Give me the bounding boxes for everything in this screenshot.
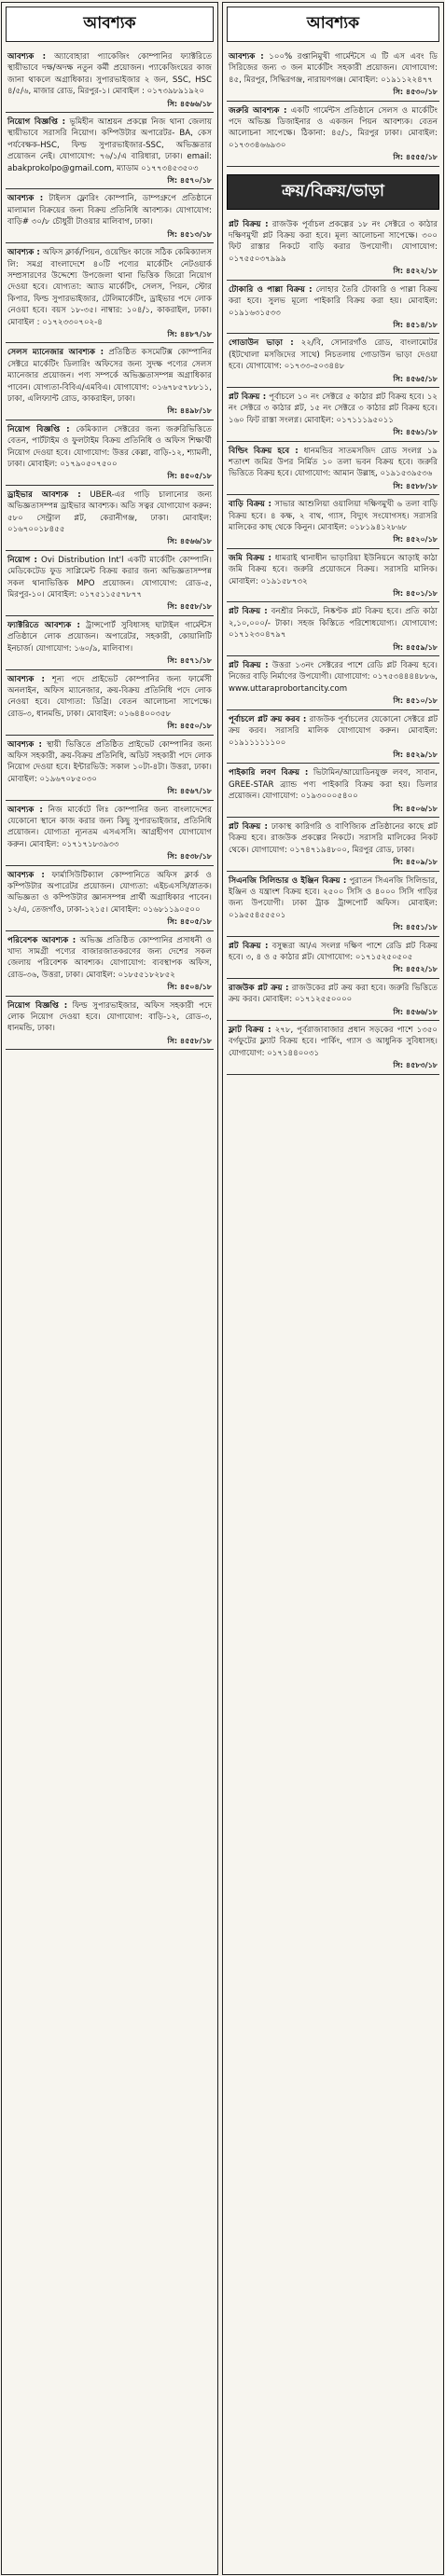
ad-heading: নিয়োগ বিজ্ঞপ্তি :: [7, 117, 66, 128]
ad-body-text: শূন্য পদে প্রাইভেট কোম্পানির জন্য ফার্মেসী অনলাইন, অফিস ম্যানেজার, ক্রয়-বিক্রয় প্রতিনিধি পদে লোক নেওয়া হবে। যোগ্যতা: ডিগ্রি। বেতন আলোচনা সাপেক্ষে। রোড-৩, ধানমন্ডি, ঢাকা। মোবাইল: ০১৬৪৪০০৩৫৮: [7, 674, 213, 719]
ad-reference-code: সি: ৪৫২০/১৮: [393, 535, 438, 544]
ad-body-text: ধানমন্ডির সাতমসজিদ রোড সংলগ্ন ১৯ শতাংশ জমির উপর নির্মিত ১০ তলা ভবন বিক্রয় হবে। জরুরি ভিত্তিতে বিক্রয় হবে। যোগাযোগ: আমান উল্লাহ, ০১৯১৫৩৯৫৩৬: [229, 446, 438, 479]
ad-reference-code: সি: ৪৫২৯/১৮: [393, 750, 438, 759]
ad-reference-code: সি: ৪৫০৪/১৮: [167, 983, 212, 992]
ad-heading: পূর্বাচলে প্লট ক্রয় করব :: [229, 714, 307, 724]
classified-ad: [227, 818, 439, 872]
ad-heading: প্লট বিক্রয় :: [229, 661, 269, 671]
ad-heading: পরিবেশক আবশ্যক :: [7, 935, 76, 945]
ad-body-text: ট্রান্সপোর্ট সুবিধাসহ ঘাটাইল গার্মেন্টস প্রতিষ্ঠানে লোক প্রয়োজন। অপারেটর, সহকারী, কোয়ালিটি ইনচার্জ। যোগাযোগ: ১৬০/৯, মালিবাগ।: [7, 620, 212, 654]
classified-ad: [227, 979, 439, 1021]
ad-heading: আবশ্যক :: [7, 674, 45, 684]
ad-body-text: ভিটামিন/আয়োডিনযুক্ত লবণ, সাবান, GREE-STAR ব্র্যান্ড পণ্য পাইকারি বিক্রয় করা হয়। ডিলার প্রয়োজন। যোগাযোগ: ০১৯৩০০০৫৪০০: [229, 768, 438, 802]
classified-ad: [6, 670, 214, 736]
ad-reference-code: সি: ৪৫১৩/১৮: [167, 229, 212, 239]
ad-reference-code: সি: ৪৫৩৮/১৮: [167, 852, 212, 861]
ad-heading: নিয়োগ বিজ্ঞপ্তি :: [7, 424, 70, 434]
classified-ad: [227, 48, 439, 102]
ad-heading: জমি বিক্রয় :: [229, 553, 271, 563]
ad-reference-code: সি: ৪৫৬৬/১৮: [393, 1007, 438, 1016]
ad-body-text: রাজউক পূর্বাচলের যেকোনো সেক্টরে প্লট ক্রয় করব। সরাসরি মালিক যোগাযোগ করুন। মোবাইল: ০১৯১১১১১১০০: [229, 714, 438, 748]
classified-ad: [227, 872, 439, 937]
ad-heading: নিয়োগ বিজ্ঞপ্তি :: [7, 1000, 68, 1011]
classified-ad: [6, 48, 214, 113]
ad-reference-code: সি: ৪৫৬৬/১৮: [167, 537, 212, 546]
left-ad-list: [2, 48, 217, 1050]
ad-reference-code: সি: ৪৫০৯/১৮: [393, 858, 438, 867]
ad-body-text: বসুন্ধরা আ/এ সংলগ্ন দক্ষিণ পাশে রেডি প্লট বিক্রয় হবে। ৩, ৪ ও ৫ কাঠার প্লট। যোগাযোগ: ০১৭১৫২৫০৫০৫: [229, 941, 438, 962]
classified-ad: [227, 102, 439, 167]
ad-reference-code: সি: ৪৫১০/১৮: [393, 696, 438, 706]
ad-reference-code: সি: ৪৫৩০/১৮: [393, 88, 438, 97]
classified-ad: [6, 551, 214, 616]
right-bottom-section-header: ক্রয়/বিক্রয়/ভাড়া: [227, 174, 439, 210]
classified-ad: [227, 495, 439, 549]
ad-heading: প্লট বিক্রয় :: [229, 219, 269, 229]
ad-reference-code: সি: ৪৫১৪/১৮: [393, 320, 438, 329]
ad-heading: আবশ্যক :: [7, 805, 43, 815]
classified-ad: [6, 931, 214, 997]
classified-ad: [227, 334, 439, 388]
classified-ad: [6, 243, 214, 343]
ad-reference-code: সি: ৪৫২২/১৮: [393, 267, 438, 276]
ad-body-text: ধামরাই থানাধীন ভাড়ারিয়া ইউনিয়নে আড়াই কাঠা জমি বিক্রয় হবে। জরুরি প্রয়োজনে বিক্রয়। সরাসরি মালিক। মোবাইল: ০১৯১৫৮৭৩২: [229, 553, 438, 586]
ad-heading: টোকারি ও পাল্লা বিক্রয় :: [229, 284, 313, 295]
ad-heading: বাড়ি বিক্রয় :: [229, 500, 271, 510]
ad-reference-code: সি: ৪৫০১/১৮: [393, 589, 438, 599]
ad-reference-code: সি: ৪৫৫০/১৮: [167, 722, 212, 731]
ad-body-text: পুরাতন সিএনজি সিলিন্ডার, ইঞ্জিন ও যন্ত্রাংশ বিক্রয় হবে। ২৫০০ সিসি ও ৪০০০ সিসি গাড়ির জন্য উপযোগী। ঢাকা ট্রাক ট্রান্সপোর্ট অফিস। মোবাইল: ০১৯৫৫৪৫৫৫০১: [229, 875, 438, 920]
ad-reference-code: সি: ৪৪৯৮/১৮: [167, 406, 212, 416]
classified-ad: [227, 442, 439, 496]
ad-heading: পাইকারি লবণ বিক্রয় :: [229, 768, 309, 778]
ad-body-text: প্রতিষ্ঠিত কসমেটিক্স কোম্পানির সেক্টরে মার্কেটিং ডিলারিং অফিসের জন্য সুদক্ষ পণ্যের সেলস ম্যানেজার প্রয়োজন। পণ্য সম্পর্কে অভিজ্ঞতাসম্পন্ন অগ্রাধিকার পাবেন। যোগ্যতা-বিবিএ/এমবিএ। যোগাযোগ: ০১৬৭৮৫৭৮৮১১, ঢাকা, এলিফ্যান্ট রোড, কাকরাইল, ঢাকা।: [7, 348, 212, 404]
ad-body-text: ভূমিহীন আশ্রয়ন প্রকল্পে নিজ থানা জেলায় স্থায়ীভাবে সরাসরি নিয়োগ। কম্পিউটার অপারেটর- BA, কেস পর্যবেক্ষক-HSC, ফিল্ড সুপারভাইজার-SSC, অভিজ্ঞতার প্রয়োজন নেই। যোগাযোগ: ৭৬/১/এ বারিধারা, ঢাকা। email: abakprokolpo@gmail.com, ম্যাডাম ০১৭৭৩৪৫৩৫০৩: [7, 117, 213, 173]
ad-reference-code: সি: ৪৫৬৬/১৮: [167, 99, 212, 108]
left-column: [1, 2, 218, 2575]
classified-ad: [227, 656, 439, 710]
ad-heading: বিল্ডিং বিক্রয় হবে :: [229, 446, 299, 456]
ad-heading: প্লট বিক্রয় :: [229, 821, 268, 832]
ad-heading: নিয়োগ :: [7, 555, 37, 565]
right-bottom-ad-list: [223, 215, 443, 1075]
ad-reference-code: সি: ৪৫০৫/১৮: [167, 917, 212, 927]
classified-ad: [6, 801, 214, 866]
classified-ad: [6, 736, 214, 801]
classified-ad: [227, 764, 439, 818]
ad-reference-code: সি: ৪৫৫১/১৮: [393, 923, 438, 932]
classified-ad: [227, 281, 439, 335]
ad-heading: প্লট বিক্রয় :: [229, 941, 269, 951]
ad-body-text: উত্তরা ১৩নং সেক্টরের পাশে রেডি প্লট বিক্রয় হবে। নিজের বাড়ি নির্মাণের উপযোগী। যোগাযোগ: ০১৭৫৩৪৪৪৪৮৮৬, www.uttaraprobortancity.com: [229, 661, 438, 694]
classified-ad: [6, 113, 214, 189]
ad-heading: আবশ্যক :: [7, 870, 45, 880]
classified-ad: [6, 420, 214, 486]
ad-body-text: কেমিক্যাল সেক্টরের জন্য জরুরিভিত্তিতে বেতন, পার্টটাইম ও ফুলটাইম বিক্রয় প্রতিনিধি ও অফিস শিক্ষার্থী নিয়োগ দেওয়া হবে। যোগাযোগ: উত্তর কেল্লা, বাড়ি-১২, শ্যামলী, ঢাকা। মোবাইল: ০১৭৯০৫০৭৫০০: [7, 424, 212, 469]
ad-body-text: ২৭৮, পূর্বরাজাবাজার প্রধান সড়কের পাশে ১৩৫০ বর্গফুটের ফ্ল্যাট বিক্রয় হবে। পার্কিং, গ্যাস ও আধুনিক সুবিধাসহ। যোগাযোগ: ০১৭১৪৪০০৩১: [229, 1026, 438, 1058]
ad-body-text: রাজউক পূর্বাচল প্রকল্পের ১৮ নং সেক্টরে ৩ কাঠার দক্ষিণমুখী প্লট বিক্রয় করা হবে। মূল্য আলোচনা সাপেক্ষে। ৩০০ ফিট রাস্তার নিকটে বাড়ি করার উপযোগী। যোগাযোগ: ০১৭৫৫০৩৭৯৯৯: [229, 219, 438, 264]
right-top-ad-list: [223, 48, 443, 167]
ad-body-text: লোহার তৈরি টোকারি ও পাল্লা বিক্রয় করা হবে। সুলভ মূল্যে পাইকারি বিক্রয় করা হয়। মোবাইল: ০১৯১৬৩১৫৩৩: [229, 284, 438, 318]
ad-body-text: টাইলস ফ্লোরিং কোম্পানি, ডাম্পগ্রুপে প্রতিষ্ঠানে মালামাল বিক্রয়ের জন্য বিক্রয় প্রতিনিধি আবশ্যক। যোগাযোগ: বাড়ি# ৩০/৮ চৌধুরী টাওয়ার মালিবাগ, ঢাকা।: [7, 194, 212, 227]
ad-reference-code: সি: ৪৫৮৮/১৮: [393, 481, 438, 490]
ad-body-text: অফিস ক্লার্ক/পিয়ন, ওয়েল্ডিং কাজে সঠিক কেমিক্যালস লি: সমগ্র বাংলাদেশে ৪০টি পণ্যের মার্কেটিং নেটওয়ার্ক সম্প্রসারণের উদ্দেশ্যে উপজেলা থানা ভিত্তিক জিরো নিয়োগ দেওয়া হবে। যোগ্যতা: অ্যাড মার্কেটিং, সেলস, পিয়ন, স্টোর কিপার, ফিল্ড সুপারভাইজার, টেলিমার্কেটিং, ড্রাইভার পদে লোক নেওয়া হবে। বয়স ১৮-৩৫। নাম্বার: ১০৪/১, কাকরাইল, ঢাকা। মোবাইল : ০১৭২৩৩০৭০২-৪: [7, 248, 212, 327]
ad-heading: গোডাউন ভাড়া :: [229, 338, 294, 349]
ad-body-text: ঢাকাস্থ কারিগরি ও বাণিজ্যিক প্রতিষ্ঠানের কাছে প্লট বিক্রয় হবে। রাজউক প্রকল্পের নিকটে। সরাসরি মালিকের নিকট থেকে। যোগাযোগ: ০১৭৪৭১৯৪৮০০, মিরপুর রোড, ঢাকা।: [229, 821, 438, 855]
ad-heading: সিএনজি সিলিন্ডার ও ইঞ্জিন বিক্রয় :: [229, 875, 347, 886]
classified-ad: [6, 343, 214, 420]
ad-heading: আবশ্যক :: [7, 52, 47, 62]
ad-reference-code: সি: ৪৫৫৮/১৮: [167, 1036, 212, 1045]
ad-heading: ফ্লাট বিক্রয় :: [229, 1026, 271, 1036]
ad-reference-code: সি: ৪৫৬৭/১৮: [167, 787, 212, 796]
ad-heading: সেলস ম্যানেজার আবশ্যক :: [7, 348, 104, 358]
classified-ad: [6, 866, 214, 931]
ad-reference-code: সি: ৪৫৭১/১৮: [167, 656, 212, 666]
ad-body-text: UBER-এর গাড়ি চালানোর জন্য অভিজ্ঞতাসম্পন্ন ড্রাইভার আবশ্যক। অতি সত্বর যোগাযোগ করুন: ৫৮০ সেন্ট্রাল প্লট, কেরানীগঞ্জ, ঢাকা। মোবাইল: ০১৬৭০০১৮৪৫৫: [7, 489, 212, 535]
ad-heading: রাজউক প্লট ক্রয় :: [229, 983, 289, 993]
classified-ad: [6, 616, 214, 670]
ad-body-text: ২২/বি, সোনারগাঁও রোড, বাংলামোটর (ইটখোলা মসজিদের সাথে) নিচতলায় গোডাউন ভাড়া দেওয়া হবে। যোগাযোগ: ০১৭৩৩-৫০৩৪৪৮: [229, 338, 438, 372]
right-column: [222, 2, 444, 2575]
ad-heading: আবশ্যক :: [7, 194, 44, 204]
ad-body-text: একটি গার্মেন্টস প্রতিষ্ঠানে সেলস ও মার্কেটিং পদে অভিজ্ঞ ডিজাইনার ও একজন পিয়ন আবশ্যক। বেতন আলোচনা সাপেক্ষে। ঠিকানা: ৪৫/১, মিরপুর ঢাকা। মোবাইল: ০১৭৩৩৪৬৬৯৩০: [229, 105, 438, 150]
ad-reference-code: সি: ৪৪৮৭/১৮: [167, 329, 212, 338]
ad-reference-code: সি: ৪৫৫২/১৮: [393, 965, 438, 974]
ad-body-text: অভিজ্ঞ প্রতিষ্ঠিত কোম্পানির প্রসাধনী ও খাদ্য সামগ্রী পণ্যের বাজারজাতকরণের জন্য দেশের সকল জেলায় পরিবেশক আবশ্যক। যোগাযোগ: ব্যবস্থাপক অফিস, রোড-৩৬, উত্তরা, ঢাকা। মোবাইল: ০১৮৫৫১৮২৮৫২: [7, 935, 213, 980]
classified-ad: [227, 1021, 439, 1075]
ad-body-text: Ovi Distribution Int'l একটি মার্কেটিং কোম্পানি। মেডিকেটেড ফুড সাপ্লিমেন্ট বিক্রয় করার জন্য অভিজ্ঞতাসম্পন্ন সকল থানাভিত্তিক MPO প্রয়োজন। যোগাযোগ: রোড-৫, মিরপুর-১০। মোবাইল: ০১৭৫১১৫৫৭৮৭৭: [7, 555, 212, 600]
classified-ad: [227, 710, 439, 765]
classified-ad: [227, 549, 439, 603]
ad-reference-code: সি: ৪৫৫৫/১৮: [393, 153, 438, 162]
classified-ad: [6, 486, 214, 551]
ad-reference-code: সি: ৪৫০৫/১৮: [167, 472, 212, 481]
right-top-section-header: আবশ্যক: [227, 7, 439, 42]
ad-heading: ড্রাইভার আবশ্যক :: [7, 489, 81, 500]
ad-reference-code: সি: ৪৫৫৯/১৮: [393, 642, 438, 652]
classified-ad: [6, 189, 214, 243]
ad-body-text: পূর্বাচলে ১০ নং সেক্টরে ৫ কাঠার প্লট বিক্রয় হবে। ১২ নং সেক্টরে ৩ কাঠার প্লট, ১৫ নং সেক্টরে ৩ কাঠার প্লট বিক্রয় হবে। ১৬০ ফিট রাস্তা সংলগ্ন। মোবাইল: ০১৭১১১৯৫০১১: [229, 392, 438, 425]
classified-ad: [6, 997, 214, 1051]
ad-body-text: নিজ মার্কেটে লিঃ কোম্পানির জন্য বাংলাদেশের যেকোনো স্থানে কাজ করার জন্য কিছু সুপারভাইজার, প্রতিনিধি প্রয়োজন। যোগ্যতা ন্যূনতম এসএসসি। আগ্রহীগণ যোগাযোগ করুন। মোবাইল: ০১৭১৭১৮৩৯৩৩: [7, 805, 212, 849]
ad-body-text: অ্যাবোহারা প্যাকেজিং কোম্পানির ফ্যাক্টরিতে স্থায়ীভাবে দক্ষ/অদক্ষ নতুন কর্মী প্রয়োজন। প্যাকেজিংয়ের কাজ জানা থাকলে অগ্রাধিকার। সুপারভাইজার ২ জন, SSC, HSC ৪/৫/৬, মাজার রোড, মিরপুর-১। মোবাইল : ০১৭৩৯৮৯১৯২০: [7, 52, 213, 97]
ad-reference-code: সি: ৪৫০৬/১৮: [393, 804, 438, 813]
ad-reference-code: সি: ৪৫৬৫/১৮: [393, 374, 438, 383]
ad-reference-code: সি: ৪৫৬১/১৮: [393, 428, 438, 437]
ad-reference-code: সি: ৪৫৫৮/১৮: [167, 602, 212, 612]
ad-heading: জরুরি আবশ্যক :: [229, 105, 287, 116]
ad-heading: আবশ্যক :: [7, 739, 42, 750]
classified-ad: [227, 937, 439, 979]
ad-body-text: ফার্মাসিউটিক্যাল কোম্পানিতে অফিস ক্লার্ক ও কম্পিউটার অপারেটর প্রয়োজন। যোগ্যতা: এইচএসসি/স্নাতক। অভিজ্ঞতা ও কম্পিউটার জ্ঞানসম্পন্ন প্রার্থী অগ্রাধিকার পাবেন। ১২/এ, তেজগাঁও, ঢাকা-১২১৫। মোবাইল: ০১৬৮১১৯০৫০০: [7, 870, 213, 915]
classified-ad: [227, 215, 439, 281]
ad-body-text: ফিল্ড সুপারভাইজার, অফিস সহকারী পদে লোক নিয়োগ দেওয়া হবে। যোগাযোগ: বাড়ি-১২, রোড-৩, ধানমন্ডি, ঢাকা।: [7, 1000, 213, 1034]
ad-heading: প্লট বিক্রয় :: [229, 607, 268, 617]
ad-body-text: বনশ্রীর নিকটে, নিষ্কণ্টক প্লট বিক্রয় হবে। প্রতি কাঠা ২,১০,০০০/- টাকা। সহজ কিস্তিতে পরিশোধযোগ্য। যোগাযোগ: ০১৭১২৩০৪৭৯৭: [229, 607, 438, 641]
left-section-header: আবশ্যক: [6, 7, 214, 42]
classified-ad: [227, 388, 439, 442]
ad-body-text: রাজউকের প্লট ক্রয় করা হবে। জরুরি ভিত্তিতে ক্রয় করব। মোবাইল: ০১৭১২৫৫০০০০: [229, 983, 438, 1005]
ad-body-text: ১০০% রপ্তানিমুখী গার্মেন্টসে এ টি এস এবং ডি সিরিজের জন্য ৩ জন মার্কেটিং সহকারী প্রয়োজন। যোগাযোগ: ৪৫, মিরপুর, সিদ্ধিরগঞ্জ, নারায়ণগঞ্জ। মোবাইল: ০১৯১১২২৪৭৭: [229, 52, 438, 85]
ad-reference-code: সি: ৪৫৮৩/১৮: [393, 1061, 438, 1070]
classified-ad: [227, 602, 439, 656]
ad-heading: প্লট বিক্রয় :: [229, 392, 267, 402]
ad-heading: আবশ্যক :: [229, 52, 264, 62]
ad-heading: ফ্যাক্টরিতে আবশ্যক :: [7, 620, 80, 630]
ad-body-text: সাভার আশুলিয়া ওয়ালিয়া দক্ষিণমুখী ৬ তলা বাড়ি বিক্রয় হবে। ৪ কক্ষ, ২ বাথ, গ্যাস, বিদ্যুৎ সংযোগসহ। সরাসরি মালিকের কাছ থেকে কিনুন। মোবাইল: ০১৮১৯৪১২৮৬৮: [229, 500, 438, 532]
ad-body-text: স্থায়ী ভিত্তিতে প্রতিষ্ঠিত প্রাইভেট কোম্পানির জন্য অফিস সহকারী, ক্রয়-বিক্রয় প্রতিনিধি, অডিট সহকারী পদে লোক নিয়োগ দেওয়া হবে। ইন্টারভিউ: সকাল ১০টা-৪টা। উত্তরা, ঢাকা। মোবাইল: ০১৯৬৭০৮৫০৩০: [7, 739, 212, 784]
ad-heading: আবশ্যক :: [7, 248, 40, 258]
ad-reference-code: সি: ৪৫৭০/১৮: [167, 176, 212, 186]
